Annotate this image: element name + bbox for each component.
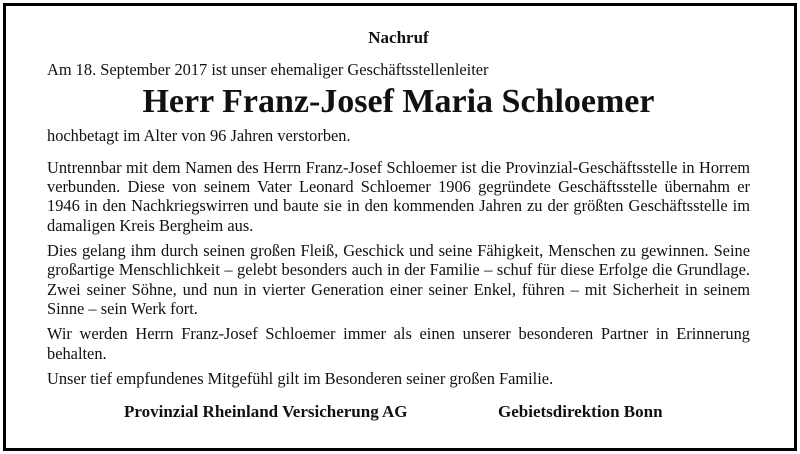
signature-directorate: Gebietsdirektion Bonn [498, 402, 663, 421]
paragraph-history: Untrennbar mit dem Namen des Herrn Franz-Josef Schloemer ist die Provinzial-Geschäftsstelle in Horrem verbunden. Diese von seinem Vater Leonard Schloemer 1906 gegründete Geschäftsstelle übernahm er 1946 in den Nachkriegswirren und baute sie in den kommenden Jahren zu der größten Geschäftsstelle im damaligen Kreis Bergheim aus. [47, 157, 750, 235]
paragraph-character: Dies gelang ihm durch seinen großen Fleiß, Geschick und seine Fähigkeit, Menschen zu gewinnen. Seine großartige Menschlichkeit – gelebt besonders auch in der Familie – schuf für diese Erfolge die Grundlage. Zwei seiner Söhne, und nun in vierter Generation einer seiner Enkel, führen – mit Sicherheit in seinem Sinne – sein Werk fort. [47, 241, 750, 318]
paragraph-remembrance: Wir werden Herrn Franz-Josef Schloemer immer als einen unserer besonderen Partner in Erinnerung behalten. [47, 324, 750, 363]
intro-line: Am 18. September 2017 ist unser ehemaliger Geschäftsstellenleiter [47, 60, 489, 80]
obituary-notice [47, 28, 750, 388]
deceased-name: Herr Franz-Josef Maria Schloemer [142, 82, 655, 120]
notice-heading: Nachruf [368, 28, 429, 47]
paragraph-condolence: Unser tief empfundenes Mitgefühl gilt im Besonderen seiner großen Familie. [47, 368, 554, 388]
signature-company: Provinzial Rheinland Versicherung AG [124, 402, 408, 421]
age-line: hochbetagt im Alter von 96 Jahren verstorben. [47, 125, 351, 145]
